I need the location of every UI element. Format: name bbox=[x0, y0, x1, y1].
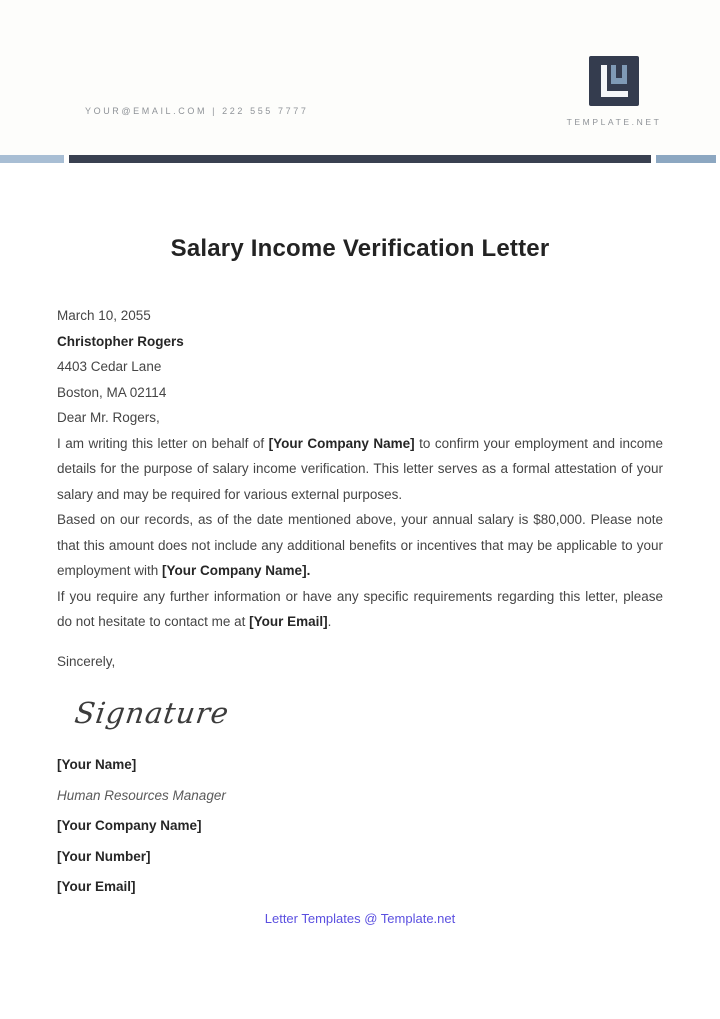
company-name-placeholder: [Your Company Name] bbox=[268, 435, 415, 451]
templatenet-logo-icon bbox=[589, 56, 639, 106]
paragraph-1-text-cont: to confirm your employment and income details for the purpose of salary income verification. This letter serves as a formal attestation of your salary and may be required for various external purposes. bbox=[57, 435, 663, 502]
letter-date: March 10, 2055 bbox=[57, 308, 151, 323]
paragraph-1 bbox=[57, 431, 663, 508]
salutation: Dear Mr. Rogers, bbox=[57, 410, 160, 425]
signer-name-placeholder: [Your Name] bbox=[57, 757, 137, 772]
paragraph-2-text: Based on our records, as of the date mentioned above, your annual salary is $80,000. Please note that this amount does not include any additional benefits or incentives that may be applicable to your employment with bbox=[57, 512, 663, 578]
letter-body bbox=[57, 303, 663, 674]
divider-center-bar bbox=[69, 155, 651, 163]
signer-block bbox=[57, 758, 663, 894]
company-name-placeholder-2: [Your Company Name]. bbox=[162, 563, 311, 578]
footer bbox=[57, 911, 663, 926]
signer-number-placeholder: [Your Number] bbox=[57, 848, 151, 864]
signature-script: Signature bbox=[72, 696, 232, 730]
paragraph-1-text: I am writing this letter on behalf of bbox=[57, 435, 269, 451]
divider-right-accent bbox=[656, 155, 716, 163]
header-divider bbox=[0, 155, 720, 163]
closing: Sincerely, bbox=[57, 653, 116, 669]
masthead bbox=[0, 0, 720, 155]
brand-name: TEMPLATE.NET bbox=[566, 117, 662, 127]
signer-email-placeholder: [Your Email] bbox=[57, 879, 136, 894]
email-placeholder: [Your Email] bbox=[249, 614, 328, 629]
brand-block bbox=[539, 56, 689, 127]
template-net-link[interactable]: Letter Templates @ Template.net bbox=[264, 910, 456, 926]
paragraph-3 bbox=[57, 584, 663, 635]
recipient-address-line2: Boston, MA 02114 bbox=[57, 384, 167, 400]
recipient-address-line1: 4403 Cedar Lane bbox=[57, 359, 162, 374]
signer-company-placeholder: [Your Company Name] bbox=[57, 818, 202, 833]
page-title: Salary Income Verification Letter bbox=[170, 235, 550, 262]
contact-info: YOUR@EMAIL.COM | 222 555 7777 bbox=[85, 106, 309, 116]
paragraph-3-text: If you require any further information or have any specific requirements regarding this letter, please do not hesitate to contact me at bbox=[57, 588, 663, 629]
paragraph-3-text-cont: . bbox=[327, 614, 332, 629]
paragraph-2 bbox=[57, 507, 663, 584]
letter-content bbox=[0, 235, 720, 926]
signer-job-title: Human Resources Manager bbox=[57, 787, 226, 803]
divider-left-accent bbox=[0, 155, 64, 163]
recipient-name: Christopher Rogers bbox=[57, 333, 184, 349]
